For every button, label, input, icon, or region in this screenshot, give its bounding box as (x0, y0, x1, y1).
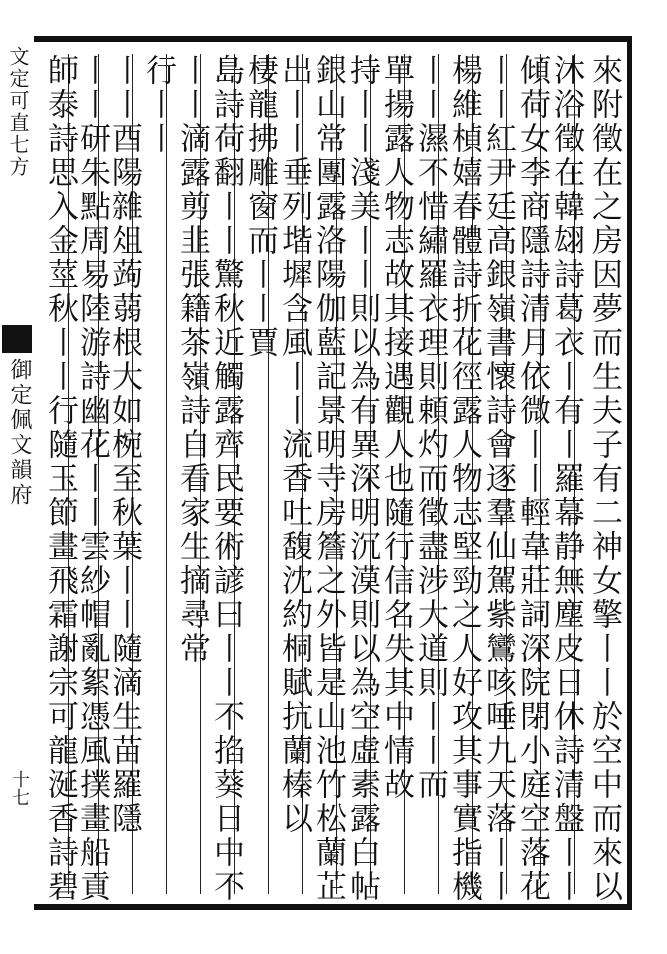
text-column-6: 丨丨濕不惜繡羅衣理則頼灼而徵盡涉大道則丨丨而 (412, 54, 448, 802)
text-column-2: 沐浴徵在韓翃詩葛衣丨有丨羅幕静無塵皮日休詩清盤丨丨 (548, 54, 584, 904)
text-column-5: 楊維楨嬉春體詩折花徑露人物志堅勁之人好攻其事實指機 (446, 54, 482, 904)
text-column-15: 丨丨酉陽雜俎蒟蒻根大如椀至秋葉丨丨隨滴生苗羅隱 (106, 54, 142, 836)
margin-fragment: 文定可直七方 (6, 46, 30, 178)
left-margin (0, 40, 32, 910)
text-column-4: 丨丨紅尹廷高銀嶺書懷詩會逐羣仙駕紫鸞咳唾九天落丨丨 (480, 54, 516, 904)
text-column-3: 傾荷女李商隱詩清月依微丨丨輕韋莊詞深院閉小庭空落花 (514, 54, 550, 904)
text-column-1: 來附徵在之房因夢而生夫子有二神女擎丨丨於空中而來以 (586, 54, 622, 904)
page-number: 十七 (9, 770, 30, 806)
text-column-11: 棲龍拂雕窗而丨丨賈 (242, 54, 278, 360)
text-column-13: 丨丨滴露剪韭張籍茶嶺詩自看家生摘尋常 (174, 54, 210, 666)
text-column-14: 行丨丨 (140, 54, 176, 156)
text-column-8: 持丨丨淺美丨丨則以為有異深明沉漠則以為空虛素露白帖 (344, 54, 380, 904)
book-title: 御定佩文韻府 (7, 358, 32, 508)
text-column-17: 師泰詩思入金莖秋丨丨行隨玉節畫飛霜謝宗可龍涎香詩碧 (42, 54, 78, 904)
fish-tail-mark (2, 325, 32, 353)
text-column-9: 銀山常團露洛陽伽藍記景明寺房簷之外皆是山池竹松蘭芷 (310, 54, 346, 904)
text-column-12: 島詩荷翻丨丨驚秋近觸露齊民要術諺曰丨丨不掐葵日中不 (208, 54, 244, 904)
text-column-16: 丨丨研朱點周易陸游詩幽花丨丨雲紗帽亂絮憑風撲畫船貢 (74, 54, 110, 904)
text-column-10: 出丨丨垂列堦墀含風丨丨流香吐馥沈約桐賦抗蘭榛以 (276, 54, 312, 836)
text-column-7: 單揚露人物志故其接遇觀人也隨行信名失其中情故 (378, 54, 414, 802)
